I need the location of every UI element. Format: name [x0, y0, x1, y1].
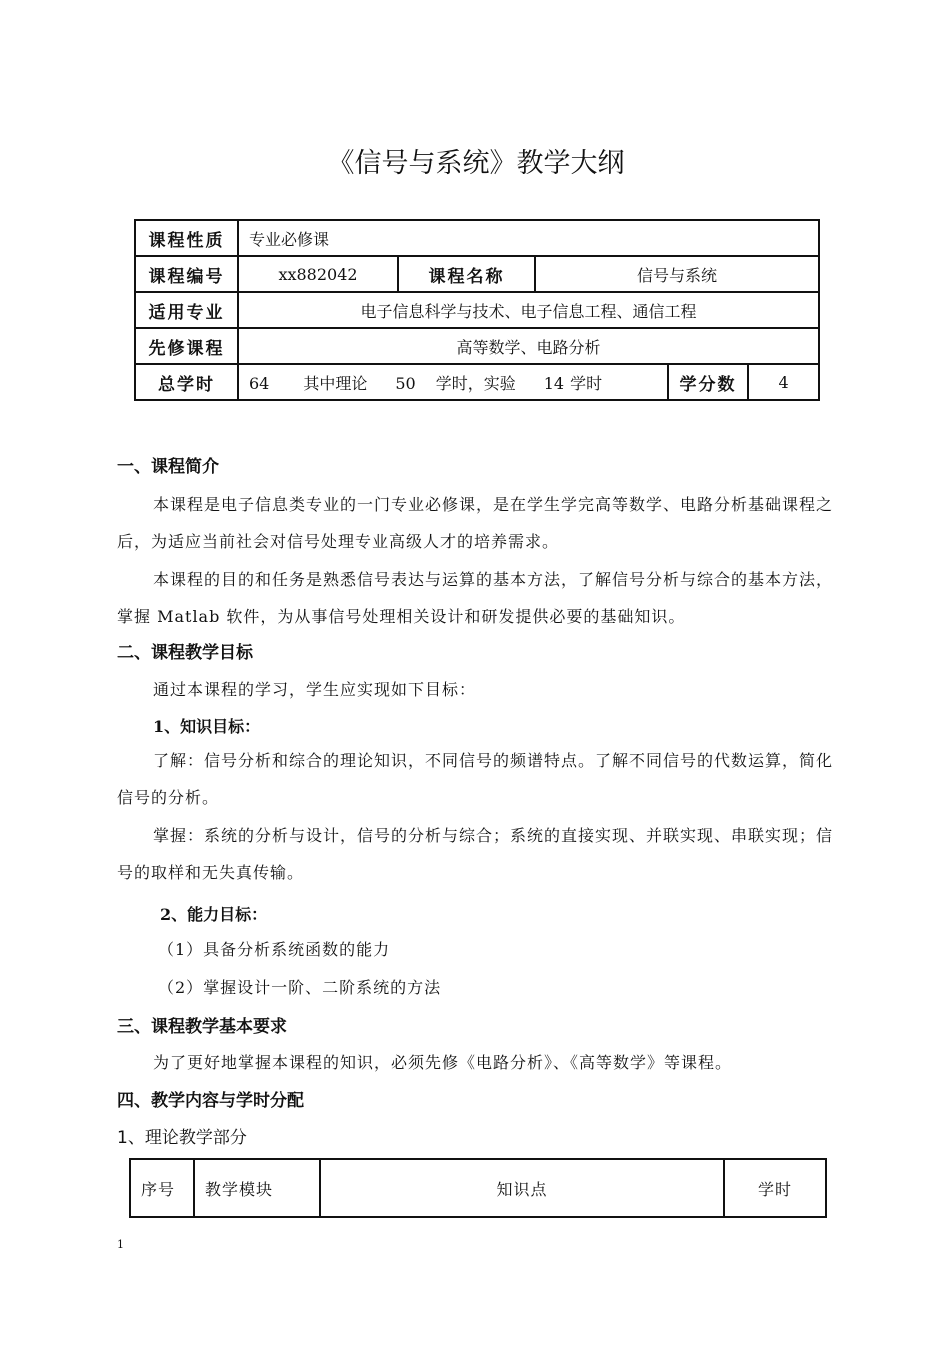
hours-value [238, 364, 668, 400]
name-value: 信号与系统 [535, 256, 819, 292]
credit-value: 4 [748, 364, 819, 400]
paragraph-intro-2: 本课程的目的和任务是熟悉信号表达与运算的基本方法，了解信号分析与综合的基本方法，掌握 Matlab 软件，为从事信号处理相关设计和研发提供必要的基础知识。 [117, 570, 834, 626]
header-index: 序号 [130, 1159, 194, 1217]
ability-item-2: （2）掌握设计一阶、二阶系统的方法 [158, 978, 442, 997]
subheading-theory: 1、理论教学部分 [117, 1128, 247, 1148]
hours-total: 64 [249, 373, 270, 393]
hours-label: 总学时 [135, 364, 238, 400]
nature-value: 专业必修课 [238, 220, 819, 256]
paragraph-intro-1: 本课程是电子信息类专业的一门专业必修课，是在学生学完高等数学、电路分析基础课程之后，为适应当前社会对信号处理专业高级人才的培养需求。 [117, 495, 834, 551]
ability-item-1: （1）具备分析系统函数的能力 [158, 940, 391, 959]
hours-suffix: 学时 [570, 373, 603, 393]
header-hours: 学时 [724, 1159, 826, 1217]
subheading-ability: 2、能力目标： [160, 905, 268, 924]
course-info-table [134, 219, 820, 401]
major-label: 适用专业 [135, 292, 238, 328]
schedule-table [129, 1158, 827, 1218]
table-row [135, 292, 819, 328]
hours-lab-prefix: 学时，实验 [435, 373, 516, 393]
code-value: xx882042 [238, 256, 398, 292]
subheading-knowledge: 1、知识目标： [153, 717, 261, 736]
hours-lab: 14 [543, 373, 565, 393]
table-row [135, 364, 819, 400]
header-module: 教学模块 [194, 1159, 320, 1217]
section-heading-objectives: 二、课程教学目标 [117, 643, 253, 663]
name-label: 课程名称 [398, 256, 535, 292]
prereq-label: 先修课程 [135, 328, 238, 364]
table-row [135, 328, 819, 364]
credit-label: 学分数 [668, 364, 748, 400]
hours-theory-prefix: 其中理论 [303, 373, 368, 393]
code-label: 课程编号 [135, 256, 238, 292]
section-heading-content: 四、教学内容与学时分配 [117, 1091, 304, 1111]
table-header-row [130, 1159, 826, 1217]
table-row [135, 256, 819, 292]
nature-label: 课程性质 [135, 220, 238, 256]
paragraph-knowledge-1: 了解：信号分析和综合的理论知识，不同信号的频谱特点。了解不同信号的代数运算，简化信号的分析。 [117, 751, 834, 807]
document-title: 《信号与系统》教学大纲 [327, 148, 625, 179]
page-number: 1 [117, 1238, 124, 1251]
section-heading-requirements: 三、课程教学基本要求 [117, 1017, 287, 1037]
table-row [135, 220, 819, 256]
paragraph-knowledge-2: 掌握：系统的分析与设计，信号的分析与综合；系统的直接实现、并联实现、串联实现；信号的取样和无失真传输。 [117, 826, 834, 882]
hours-theory: 50 [395, 373, 416, 393]
requirements-paragraph: 为了更好地掌握本课程的知识，必须先修《电路分析》、《高等数学》等课程。 [153, 1053, 733, 1072]
section-heading-intro: 一、课程简介 [117, 457, 219, 477]
major-value: 电子信息科学与技术、电子信息工程、通信工程 [238, 292, 819, 328]
header-knowledge-points: 知识点 [320, 1159, 724, 1217]
prereq-value: 高等数学、电路分析 [238, 328, 819, 364]
objectives-intro: 通过本课程的学习，学生应实现如下目标： [153, 680, 477, 699]
